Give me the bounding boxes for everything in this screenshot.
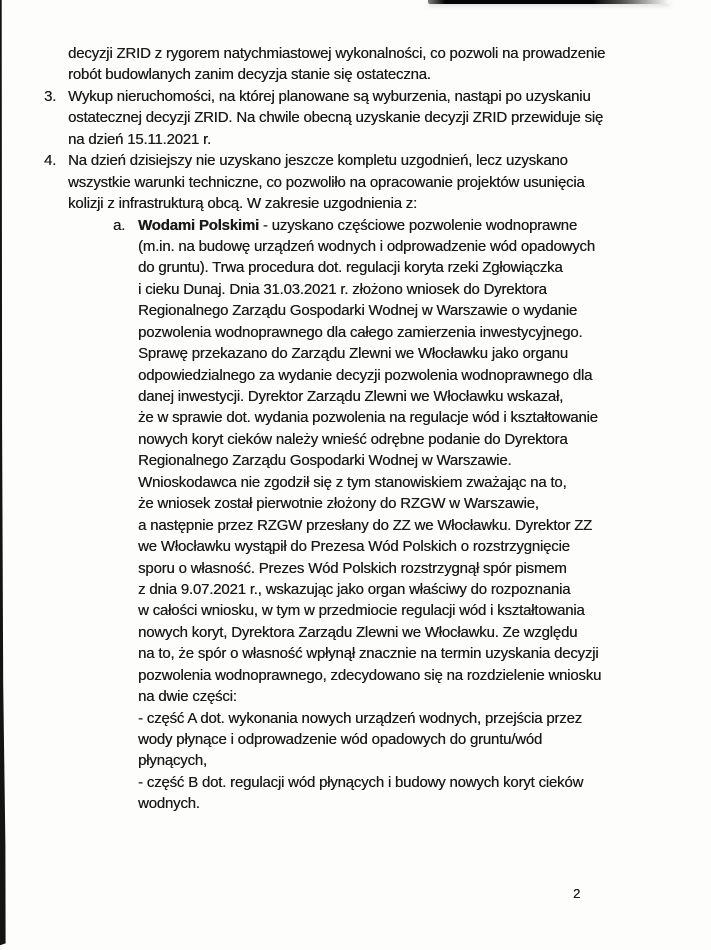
text-line: robót budowlanych zanim decyzja stanie się ostateczna. [68,66,431,84]
lead-bold-text: Wodami Polskimi [138,216,259,234]
text-line: nowych koryt, Dyrektora Zarządu Zlewni we Włocławku. Ze względu [138,623,578,641]
lead-rest-text: - uzyskano częściowe pozwolenie wodnoprawne [258,216,577,234]
list-item-3 [44,86,605,150]
text-line: że wniosek został pierwotnie złożony do RZGW w Warszawie, [138,495,539,513]
text-line: Regionalnego Zarządu Gospodarki Wodnej w Warszawie. [138,452,512,470]
text-line: decyzji ZRID z rygorem natychmiastowej wykonalności, co pozwoli na prowadzenie [68,45,606,62]
list-item-3-text [68,86,605,150]
list-letter-a: a. [113,216,126,234]
text-line: pozwolenia wodnoprawnego, zdecydowano się na rozdzielenie wniosku [138,666,602,684]
text-line: Wnioskodawca nie zgodził się z tym stanowiskiem zważając na to, [138,473,567,491]
text-line: a następnie przez RZGW przesłany do ZZ we Włocławku. Dyrektor ZZ [138,516,593,534]
text-line: pozwolenia wodnoprawnego dla całego zamierzenia inwestycyjnego. [138,323,583,341]
page-number: 2 [573,886,581,901]
scan-top-edge-artifact [428,0,670,4]
text-line: na dzień 15.11.2021 r. [68,130,211,148]
paragraph-continuation [68,43,605,86]
text-line: ostatecznej decyzji ZRID. Na chwile obecną uzyskanie decyzji ZRID przewiduje się [68,109,604,127]
text-line: - część B dot. regulacji wód płynących i budowy nowych koryt cieków [138,773,584,791]
text-line: z dnia 9.07.2021 r., wskazując jako organ właściwy do rozpoznania [138,580,571,598]
list-item-a [113,215,605,815]
text-line: na to, że spór o własność wpłynął znacznie na termin uzyskania decyzji [138,645,599,663]
text-line: w całości wniosku, w tym w przedmiocie regulacji wód i kształtowania [138,602,585,620]
text-line: płynących, [138,752,207,770]
text-line: kolizji z infrastrukturą obcą. W zakresie uzgodnienia z: [68,195,417,213]
lead-line [138,215,605,236]
scan-left-edge-artifact [0,0,7,950]
list-item-4 [44,150,605,214]
text-line: - część A dot. wykonania nowych urządzeń wodnych, przejścia przez [138,709,582,727]
text-line: danej inwestycji. Dyrektor Zarządu Zlewni we Włocławku wskazał, [138,388,564,405]
text-line: na dwie części: [138,688,237,706]
text-line: we Włocławku wystąpił do Prezesa Wód Polskich o rozstrzygnięcie [138,538,570,556]
text-line: (m.in. na budowę urządzeń wodnych i odprowadzenie wód opadowych [138,237,595,255]
list-item-4-text [68,150,605,214]
text-line: do gruntu). Trwa procedura dot. regulacji koryta rzeki Zgłowiączka [138,259,563,277]
text-line: wszystkie warunki techniczne, co pozwoliło na opracowanie projektów usunięcia [68,173,585,191]
text-line: Regionalnego Zarządu Gospodarki Wodnej w Warszawie o wydanie [138,302,578,320]
list-number-3: 3. [44,87,57,105]
document-body [44,43,606,815]
text-line: wody płynące i odprowadzenie wód opadowych do gruntu/wód [138,731,543,748]
text-line: Wykup nieruchomości, na której planowane są wyburzenia, nastąpi po uzyskaniu [68,87,591,105]
text-line: odpowiedzialnego za wydanie decyzji pozwolenia wodnoprawnego dla [138,366,593,384]
text-line: że w sprawie dot. wydania pozwolenia na regulacje wód i kształtowanie [138,409,598,427]
list-item-a-text [138,215,605,815]
text-line: Na dzień dzisiejszy nie uzyskano jeszcze kompletu uzgodnień, lecz uzyskano [68,152,568,170]
list-number-4: 4. [44,152,57,170]
text-line: wodnych. [138,795,200,813]
text-line: Sprawę przekazano do Zarządu Zlewni we Włocławku jako organu [138,345,568,363]
text-line: sporu o własność. Prezes Wód Polskich rozstrzygnął spór pismem [138,559,567,577]
list-item-a-lines [138,236,605,815]
text-line: i cieku Dunaj. Dnia 31.03.2021 r. złożono wniosek do Dyrektora [138,280,547,298]
text-line: nowych koryt cieków należy wnieść odrębne podanie do Dyrektora [138,430,568,448]
